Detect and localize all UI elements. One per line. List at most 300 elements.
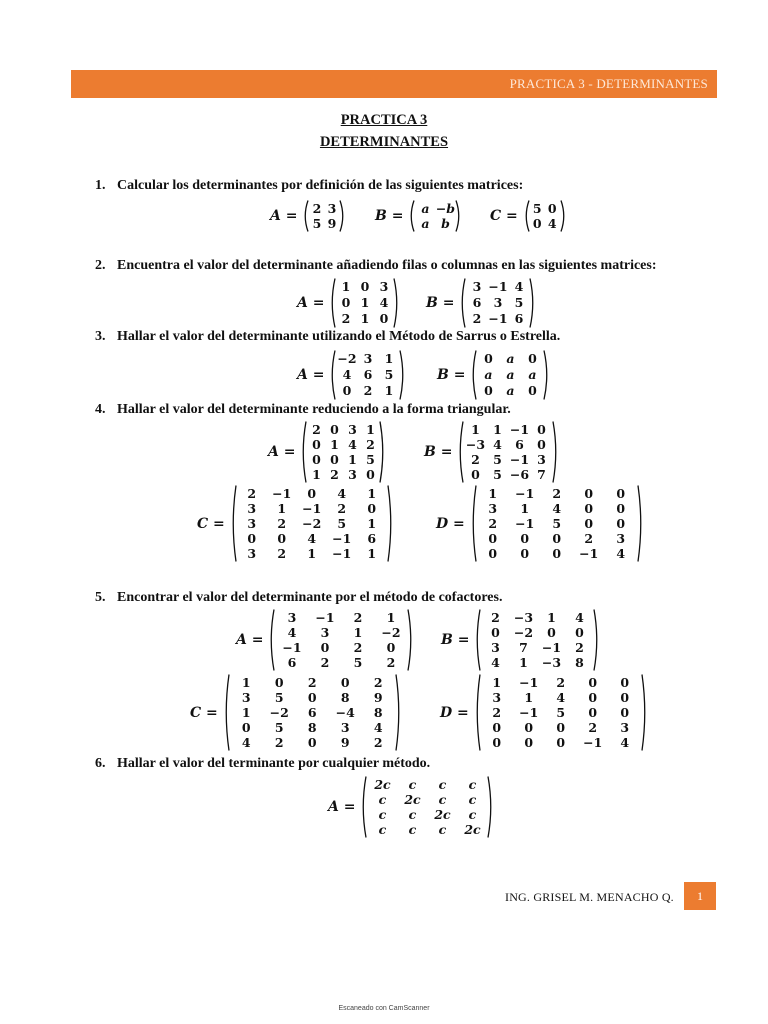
matrix-cell: 1	[492, 675, 502, 690]
matrix-cell: −1	[272, 486, 292, 501]
matrix-cell: 2	[247, 486, 257, 501]
matrix-cell: c	[408, 807, 417, 822]
right-paren	[393, 278, 400, 328]
matrix	[329, 278, 400, 328]
matrix-cell: 1	[367, 516, 377, 531]
matrix-label: C =	[190, 704, 218, 721]
matrix-cell: −1	[282, 640, 302, 655]
matrix-cell: 0	[307, 690, 317, 705]
matrix-cell: 0	[312, 437, 321, 452]
matrix-cell: 6	[514, 311, 524, 326]
matrix-cell: 1	[330, 437, 339, 452]
right-paren	[543, 350, 550, 400]
matrix-cell: −1	[315, 610, 335, 625]
matrix-cell: 1	[547, 610, 556, 625]
right-paren	[395, 674, 402, 751]
left-paren	[302, 200, 309, 232]
matrix-cell: 0	[524, 720, 534, 735]
matrix-cell: 2	[330, 467, 339, 482]
matrix-cell: 3	[348, 422, 357, 437]
matrix-cell: 0	[588, 690, 598, 705]
document-subtitle: DETERMINANTES	[319, 134, 449, 150]
matrix-equation	[441, 609, 600, 671]
exercise-text: Calcular los determinantes por definición de las siguientes matrices:	[117, 178, 524, 193]
matrix-cell: 0	[471, 467, 480, 482]
matrix-cell: 5	[514, 295, 524, 310]
matrix-cell: 9	[340, 735, 350, 750]
matrix-cell: 1	[307, 546, 317, 561]
matrix-cell: 0	[547, 201, 557, 216]
right-paren	[339, 200, 346, 232]
matrix-cell: 0	[360, 279, 370, 294]
matrix-cell: 2	[277, 546, 287, 561]
matrix-equation	[375, 200, 462, 232]
matrix-cell: 0	[524, 735, 534, 750]
matrix-cell: 0	[312, 452, 321, 467]
matrix-equation	[328, 776, 494, 838]
matrix-cell: −1	[302, 501, 322, 516]
matrix-cell: 2	[552, 486, 562, 501]
matrix-cell: 3	[620, 720, 630, 735]
matrix-cell: c	[408, 777, 417, 792]
matrix-cell: 1	[386, 610, 396, 625]
exercise-text: Hallar el valor del determinante reduciendo a la forma triangular.	[117, 402, 511, 417]
left-paren	[230, 485, 237, 562]
matrix-cell: 3	[616, 531, 626, 546]
matrix-cell: 2	[277, 516, 287, 531]
matrix-cell: 0	[379, 311, 389, 326]
matrix-cell: 4	[337, 486, 347, 501]
matrix-cell: 5	[552, 516, 562, 531]
matrix-cell: 1	[353, 625, 363, 640]
matrix-cell: −1	[332, 546, 352, 561]
matrix-cell: 0	[520, 546, 530, 561]
matrix-cell: 3	[247, 516, 257, 531]
matrix-cell: 0	[484, 383, 493, 398]
matrix-cell: −6	[509, 467, 530, 482]
header-bar	[71, 70, 717, 98]
matrix-cell: 2c	[404, 792, 421, 807]
exercise-number: 2.	[95, 258, 106, 273]
matrix-cell: 4	[620, 735, 630, 750]
exercise-5	[95, 590, 502, 606]
matrix-cell: 4	[514, 279, 524, 294]
exercise-1	[95, 178, 523, 194]
matrix-equation	[426, 278, 536, 328]
matrix-cell: c	[468, 792, 477, 807]
matrix-cell: 3	[491, 640, 500, 655]
matrix-cell: 0	[367, 501, 377, 516]
exercise-text: Encontrar el valor del determinante por el método de cofactores.	[117, 590, 503, 605]
matrix-cell: 0	[340, 675, 350, 690]
matrix	[302, 200, 346, 232]
matrix-cell: 5	[556, 705, 566, 720]
matrix	[523, 200, 567, 232]
matrix-cell: 3	[287, 610, 297, 625]
matrix-cell: 0	[616, 501, 626, 516]
matrix-cell: 5	[493, 467, 502, 482]
matrix-cell: −1	[488, 279, 508, 294]
matrix-equation	[190, 674, 402, 751]
exercise-text: Encuentra el valor del determinante añadiendo filas o columnas en las siguientes matrices:	[117, 258, 657, 273]
left-paren	[459, 278, 466, 328]
matrix	[268, 609, 414, 671]
matrix-cell: a	[506, 351, 515, 366]
matrix-cell: 1	[277, 501, 287, 516]
matrix-cell: 2c	[434, 807, 451, 822]
matrix-cell: 0	[537, 437, 546, 452]
matrix-equation	[297, 350, 406, 400]
matrix-cell: 1	[360, 295, 370, 310]
matrix-cell: 4	[547, 216, 557, 231]
exercise-6	[95, 756, 430, 772]
matrix-cell: −3	[465, 437, 486, 452]
matrix-cell: −2	[381, 625, 401, 640]
matrix-cell: 2	[584, 531, 594, 546]
matrix-label: A =	[297, 295, 325, 311]
matrix-cell: c	[438, 777, 447, 792]
matrix-cell: 2	[492, 705, 502, 720]
matrix-cell: 0	[277, 531, 287, 546]
matrix-cell: 3	[488, 501, 498, 516]
matrix-label: C =	[490, 208, 518, 224]
right-paren	[379, 421, 386, 483]
matrix-equation	[440, 674, 648, 751]
matrix-cell: 2	[472, 311, 482, 326]
matrix-label: D =	[436, 515, 465, 532]
matrix-cell: 2	[575, 640, 584, 655]
matrix-cell: 6	[472, 295, 482, 310]
matrix-cell: −1	[519, 705, 539, 720]
right-paren	[641, 674, 648, 751]
matrix-cell: 2	[337, 501, 347, 516]
matrix-cell: 0	[492, 720, 502, 735]
matrix-cell: 0	[556, 735, 566, 750]
matrix-cell: c	[468, 807, 477, 822]
matrix-cell: c	[378, 807, 387, 822]
matrix	[457, 421, 559, 483]
matrix-cell: 3	[493, 295, 503, 310]
matrix-cell: 5	[312, 216, 322, 231]
matrix-equation	[424, 421, 559, 483]
matrix-cell: 4	[556, 690, 566, 705]
matrix-cell: 3	[537, 452, 546, 467]
matrix-cell: 0	[341, 295, 351, 310]
exercise-2	[95, 258, 657, 274]
exercise-number: 1.	[95, 178, 106, 193]
matrix-cell: 3	[363, 351, 373, 366]
matrix-cell: 0	[386, 640, 396, 655]
right-paren	[407, 609, 414, 671]
right-paren	[399, 350, 406, 400]
matrix-equation	[490, 200, 567, 232]
left-paren	[223, 674, 230, 751]
exercise-number: 5.	[95, 590, 106, 605]
matrix-cell: −3	[541, 655, 562, 670]
matrix-cell: 0	[584, 516, 594, 531]
left-paren	[470, 485, 477, 562]
matrix-cell: 0	[491, 625, 500, 640]
matrix-cell: 0	[552, 546, 562, 561]
matrix-cell: −1	[509, 422, 530, 437]
matrix-cell: 0	[528, 351, 537, 366]
matrix	[470, 350, 550, 400]
matrix-cell: 2	[491, 610, 500, 625]
matrix-cell: −1	[519, 675, 539, 690]
matrix-cell: 1	[520, 501, 530, 516]
matrix-cell: 3	[379, 279, 389, 294]
matrix	[223, 674, 402, 751]
left-paren	[329, 278, 336, 328]
left-paren	[523, 200, 530, 232]
left-paren	[408, 200, 415, 232]
matrix-cell: 0	[488, 531, 498, 546]
matrix-cell: 3	[492, 690, 502, 705]
matrix-cell: b	[441, 216, 450, 231]
matrix-cell: 2	[556, 675, 566, 690]
matrix-cell: 4	[379, 295, 389, 310]
matrix	[470, 485, 644, 562]
matrix-cell: c	[378, 792, 387, 807]
matrix-label: A =	[297, 367, 325, 383]
matrix-label: B =	[441, 632, 470, 648]
matrix-cell: 3	[241, 690, 251, 705]
matrix-cell: 1	[384, 351, 394, 366]
matrix-cell: −4	[335, 705, 355, 720]
matrix-label: A =	[236, 632, 264, 648]
right-paren	[560, 200, 567, 232]
left-paren	[474, 609, 481, 671]
header-title: PRACTICA 3 - DETERMINANTES	[509, 76, 708, 91]
matrix-cell: 2	[353, 640, 363, 655]
matrix-cell: 3	[247, 501, 257, 516]
matrix-cell: 0	[584, 486, 594, 501]
matrix-cell: 3	[320, 625, 330, 640]
matrix	[230, 485, 394, 562]
matrix-cell: 6	[363, 367, 373, 382]
matrix-cell: 1	[519, 655, 528, 670]
left-paren	[360, 776, 367, 838]
matrix-cell: c	[408, 822, 417, 837]
matrix-cell: 2	[312, 422, 321, 437]
right-paren	[487, 776, 494, 838]
matrix-cell: 1	[493, 422, 502, 437]
matrix-label: B =	[437, 367, 466, 383]
matrix-label: D =	[440, 704, 469, 721]
matrix-cell: 0	[307, 735, 317, 750]
matrix-equation	[436, 485, 644, 562]
matrix-cell: a	[421, 216, 430, 231]
matrix-cell: −1	[579, 546, 599, 561]
matrix-cell: 0	[532, 216, 542, 231]
matrix-cell: −1	[583, 735, 603, 750]
matrix-cell: −1	[332, 531, 352, 546]
matrix-cell: 0	[537, 422, 546, 437]
exercise-number: 3.	[95, 329, 106, 344]
matrix	[474, 609, 600, 671]
matrix-cell: 0	[620, 690, 630, 705]
left-paren	[300, 421, 307, 483]
matrix-cell: −b	[435, 201, 456, 216]
exercise-number: 4.	[95, 402, 106, 417]
right-paren	[637, 485, 644, 562]
exercise-text: Hallar el valor del determinante utilizando el Método de Sarrus o Estrella.	[117, 329, 561, 344]
matrix-cell: 0	[556, 720, 566, 735]
footer-author: ING. GRISEL M. MENACHO Q.	[505, 890, 674, 904]
matrix-cell: 0	[616, 486, 626, 501]
matrix-cell: 0	[616, 516, 626, 531]
matrix-cell: a	[421, 201, 430, 216]
matrix-cell: 0	[330, 422, 339, 437]
matrix-cell: 6	[307, 705, 317, 720]
matrix-cell: 7	[519, 640, 528, 655]
matrix-cell: 4	[552, 501, 562, 516]
matrix-cell: 2	[274, 735, 284, 750]
matrix-cell: c	[438, 792, 447, 807]
matrix-cell: 2	[312, 201, 322, 216]
matrix-cell: 0	[366, 467, 375, 482]
matrix-cell: 0	[342, 383, 352, 398]
matrix-cell: −2	[269, 705, 289, 720]
matrix-cell: 1	[471, 422, 480, 437]
matrix-cell: 2	[373, 735, 383, 750]
matrix-equation	[197, 485, 394, 562]
matrix-cell: a	[506, 383, 515, 398]
matrix-cell: 2	[386, 655, 396, 670]
matrix-cell: 3	[348, 467, 357, 482]
matrix-cell: 4	[342, 367, 352, 382]
matrix-cell: 1	[341, 279, 351, 294]
matrix-cell: −1	[488, 311, 508, 326]
exercise-number: 6.	[95, 756, 106, 771]
matrix-cell: 4	[373, 720, 383, 735]
matrix-cell: 2	[366, 437, 375, 452]
matrix-cell: 2	[307, 675, 317, 690]
matrix-cell: 1	[367, 486, 377, 501]
matrix-cell: 3	[472, 279, 482, 294]
matrix-cell: 0	[241, 720, 251, 735]
matrix	[360, 776, 494, 838]
matrix-equation	[297, 278, 400, 328]
matrix-cell: 4	[241, 735, 251, 750]
matrix-cell: 4	[348, 437, 357, 452]
exercise-4	[95, 402, 511, 418]
matrix-cell: 0	[520, 531, 530, 546]
matrix-cell: 6	[367, 531, 377, 546]
matrix	[329, 350, 406, 400]
left-paren	[474, 674, 481, 751]
matrix-label: C =	[197, 515, 225, 532]
matrix-cell: −1	[509, 452, 530, 467]
right-paren	[552, 421, 559, 483]
matrix-cell: 0	[320, 640, 330, 655]
matrix-cell: 2c	[464, 822, 481, 837]
exercise-3	[95, 329, 560, 345]
matrix-cell: −1	[515, 486, 535, 501]
matrix-cell: 9	[327, 216, 337, 231]
matrix-cell: 0	[620, 705, 630, 720]
right-paren	[387, 485, 394, 562]
matrix-cell: 5	[366, 452, 375, 467]
matrix-cell: 0	[330, 452, 339, 467]
matrix-cell: 1	[524, 690, 534, 705]
matrix-cell: −1	[541, 640, 562, 655]
matrix-cell: 4	[287, 625, 297, 640]
matrix-cell: 0	[552, 531, 562, 546]
matrix-cell: 5	[274, 690, 284, 705]
matrix-cell: 5	[353, 655, 363, 670]
matrix-cell: 4	[307, 531, 317, 546]
matrix-cell: 1	[360, 311, 370, 326]
matrix-cell: 0	[575, 625, 584, 640]
left-paren	[470, 350, 477, 400]
matrix-cell: 0	[492, 735, 502, 750]
matrix-cell: 3	[327, 201, 337, 216]
matrix-cell: 5	[337, 516, 347, 531]
matrix-cell: −2	[302, 516, 322, 531]
matrix-label: A =	[268, 444, 296, 460]
matrix-cell: 4	[491, 655, 500, 670]
matrix-cell: 1	[384, 383, 394, 398]
matrix	[474, 674, 648, 751]
matrix	[459, 278, 536, 328]
matrix-cell: c	[468, 777, 477, 792]
right-paren	[455, 200, 462, 232]
matrix-cell: 2c	[374, 777, 391, 792]
matrix-cell: 0	[584, 501, 594, 516]
matrix-cell: 3	[247, 546, 257, 561]
scanner-watermark: Escaneado con CamScanner	[338, 1005, 430, 1012]
document-title: PRACTICA 3	[340, 112, 428, 128]
matrix-cell: 0	[274, 675, 284, 690]
matrix-cell: 0	[547, 625, 556, 640]
matrix-label: B =	[426, 295, 455, 311]
matrix-cell: a	[506, 367, 515, 382]
matrix-cell: 2	[363, 383, 373, 398]
left-paren	[457, 421, 464, 483]
matrix-label: B =	[375, 208, 404, 224]
matrix-cell: 8	[307, 720, 317, 735]
matrix-cell: 5	[493, 452, 502, 467]
matrix-cell: 0	[588, 705, 598, 720]
matrix-cell: −1	[515, 516, 535, 531]
matrix-label: A =	[328, 799, 356, 815]
matrix-cell: 4	[616, 546, 626, 561]
matrix-cell: 3	[340, 720, 350, 735]
matrix-cell: 2	[341, 311, 351, 326]
matrix-cell: 2	[588, 720, 598, 735]
matrix-cell: 2	[320, 655, 330, 670]
matrix-label: B =	[424, 444, 453, 460]
page-number: 1	[684, 882, 716, 910]
matrix-cell: 1	[366, 422, 375, 437]
right-paren	[529, 278, 536, 328]
matrix-cell: 5	[274, 720, 284, 735]
matrix-cell: c	[438, 822, 447, 837]
matrix-equation	[236, 609, 414, 671]
left-paren	[268, 609, 275, 671]
matrix-cell: a	[528, 367, 537, 382]
matrix-cell: −2	[513, 625, 534, 640]
matrix-equation	[270, 200, 346, 232]
matrix-cell: 0	[588, 675, 598, 690]
matrix-cell: 8	[340, 690, 350, 705]
matrix-cell: 4	[493, 437, 502, 452]
matrix-cell: 5	[384, 367, 394, 382]
matrix-cell: 5	[532, 201, 542, 216]
matrix-cell: 8	[373, 705, 383, 720]
matrix-cell: 0	[247, 531, 257, 546]
